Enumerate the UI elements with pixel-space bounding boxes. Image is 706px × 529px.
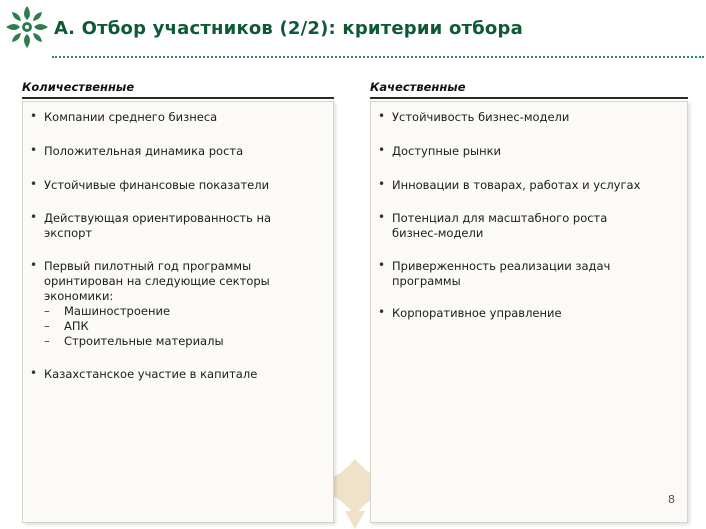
list-item: • Корпоративное управление (378, 305, 562, 320)
bullet-icon: • (30, 258, 38, 272)
page-title: А. Отбор участников (2/2): критерии отбора (54, 18, 523, 39)
bullet-icon: • (378, 109, 386, 123)
title-divider (52, 56, 704, 58)
sub-item: – АПК (44, 319, 89, 333)
bullet-icon: • (30, 109, 38, 123)
left-column-header: Количественные (22, 80, 135, 94)
bullet-icon: • (30, 210, 38, 224)
bullet-icon: • (378, 305, 386, 319)
list-item: • Первый пилотный год программы оринтирован на следующие секторы экономики: – Машиностроение – АПК – Строительные материалы (23, 259, 305, 349)
sub-item: – Строительные материалы (44, 334, 224, 348)
list-item: • Инновации в товарах, работах и услугах (378, 177, 641, 192)
bullet-icon: • (378, 210, 386, 224)
bullet-icon: • (30, 143, 38, 157)
list-item: • Действующая ориентированность на экспорт (30, 210, 272, 240)
left-column-rule (22, 97, 334, 99)
dash-icon: – (44, 304, 50, 318)
bullet-icon: • (30, 366, 38, 380)
list-item: • Потенциал для масштабного роста бизнес-модели (378, 210, 608, 240)
logo-ornament-icon (4, 4, 50, 50)
list-item: • Положительная динамика роста (30, 143, 244, 158)
qualitative-criteria-panel (370, 101, 688, 523)
bullet-icon: • (378, 258, 386, 272)
list-item: • Устойчивые финансовые показатели (30, 177, 270, 192)
quantitative-criteria-panel (22, 101, 334, 523)
list-item: • Компании среднего бизнеса (30, 109, 218, 124)
bullet-icon: • (30, 177, 38, 191)
dash-icon: – (44, 319, 50, 333)
bullet-icon: • (378, 143, 386, 157)
list-item: • Казахстанское участие в капитале (30, 366, 258, 381)
list-item: • Устойчивость бизнес-модели (378, 109, 570, 124)
right-column-header: Качественные (370, 80, 466, 94)
list-item: • Доступные рынки (378, 143, 502, 158)
sub-item: – Машиностроение (44, 304, 171, 318)
list-item: • Приверженность реализации задач программы (378, 258, 611, 288)
page-number: 8 (668, 493, 675, 506)
right-column-rule (370, 97, 688, 99)
dash-icon: – (44, 334, 50, 348)
bullet-icon: • (378, 177, 386, 191)
